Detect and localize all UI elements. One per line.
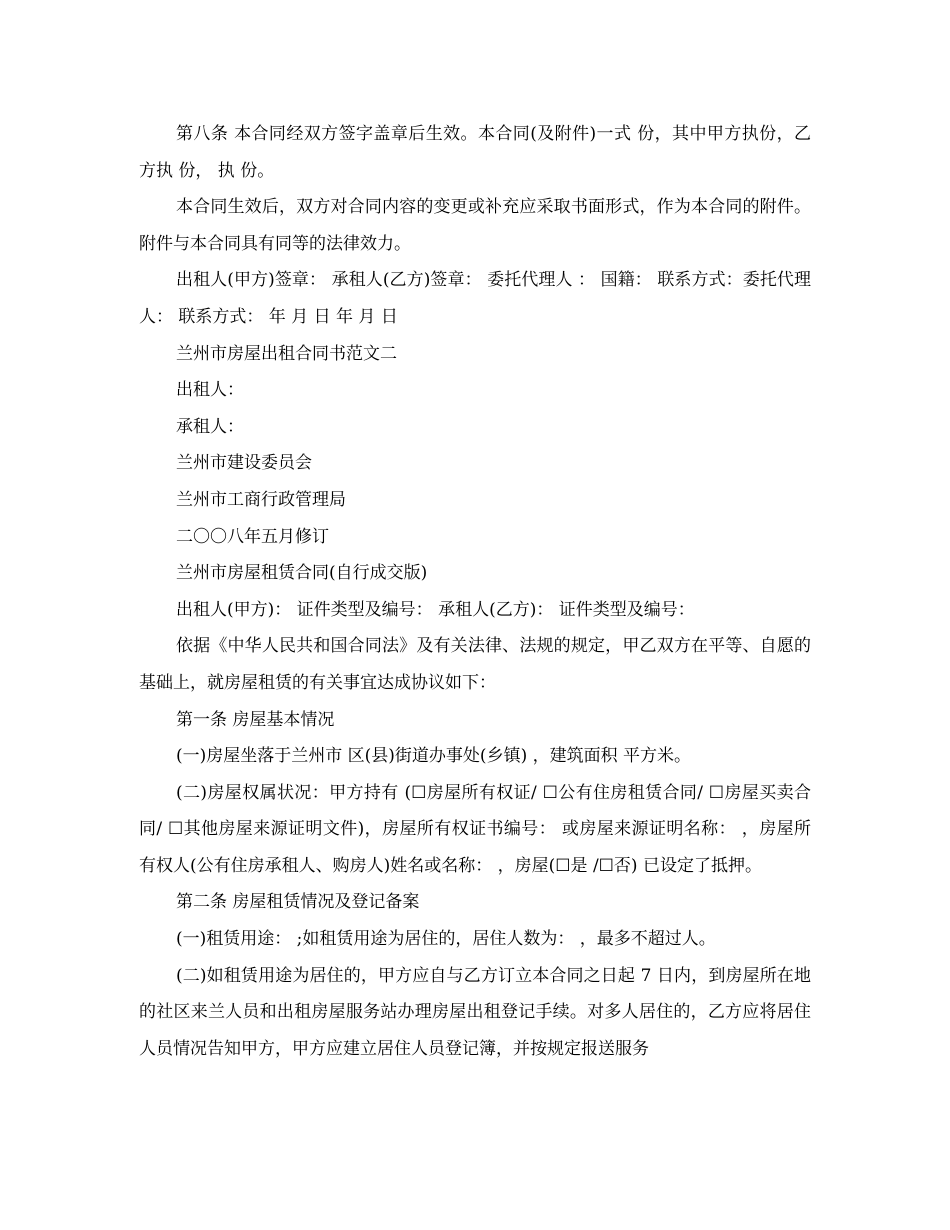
contract-title: 兰州市房屋租赁合同(自行成交版)	[176, 563, 428, 584]
paragraph-legal-basis: 依据《中华人民共和国合同法》及有关法律、法规的规定，甲乙双方在平等、自愿的基础上，就房屋租赁的有关事宜达成协议如下：	[139, 636, 811, 693]
issuer-construction-committee: 兰州市建设委员会	[176, 453, 312, 474]
lessee-line: 承租人：	[176, 416, 244, 437]
revision-date: 二〇〇八年五月修订	[176, 526, 329, 547]
article-1-heading: 第一条 房屋基本情况	[176, 709, 335, 730]
paragraph-article-8: 第八条 本合同经双方签字盖章后生效。本合同(及附件)一式 份，其中甲方执份，乙方执 份， 执 份。	[139, 124, 811, 181]
issuer-industry-commerce-bureau: 兰州市工商行政管理局	[176, 489, 346, 510]
paragraph-amendment: 本合同生效后，双方对合同内容的变更或补充应采取书面形式，作为本合同的附件。附件与本合同具有同等的法律效力。	[139, 197, 811, 254]
parties-line: 出租人(甲方)： 证件类型及编号： 承租人(乙方)： 证件类型及编号：	[176, 599, 695, 620]
paragraph-signatures: 出租人(甲方)签章： 承租人(乙方)签章： 委托代理人 ： 国籍： 联系方式：委托代理人： 联系方式： 年 月 日 年 月 日	[139, 270, 811, 327]
article-2-clause-1: (一)租赁用途： ;如租赁用途为居住的，居住人数为： ，最多不超过人。	[176, 929, 716, 950]
article-1-clause-2: (二)房屋权属状况：甲方持有 (☐房屋所有权证/ ☐公有住房租赁合同/ ☐房屋买卖合同/ ☐其他房屋来源证明文件)，房屋所有权证书编号： 或房屋来源证明名称： ，房屋所有权人(公有住房承租人、购房人)姓名或名称： ，房屋(☐是 /☐否) 已设定了抵押。	[139, 782, 811, 876]
document-body	[139, 116, 811, 1067]
article-1-clause-1: (一)房屋坐落于兰州市 区(县)街道办事处(乡镇) ，建筑面积 平方米。	[176, 746, 692, 767]
sample-title: 兰州市房屋出租合同书范文二	[176, 343, 397, 364]
article-2-clause-2: (二)如租赁用途为居住的，甲方应自与乙方订立本合同之日起 7 日内，到房屋所在地的社区来兰人员和出租房屋服务站办理房屋出租登记手续。对多人居住的，乙方应将居住人员情况告知甲方，甲方应建立居住人员登记簿，并按规定报送服务	[139, 965, 811, 1059]
article-2-heading: 第二条 房屋租赁情况及登记备案	[176, 892, 420, 913]
lessor-line: 出租人：	[176, 380, 244, 401]
